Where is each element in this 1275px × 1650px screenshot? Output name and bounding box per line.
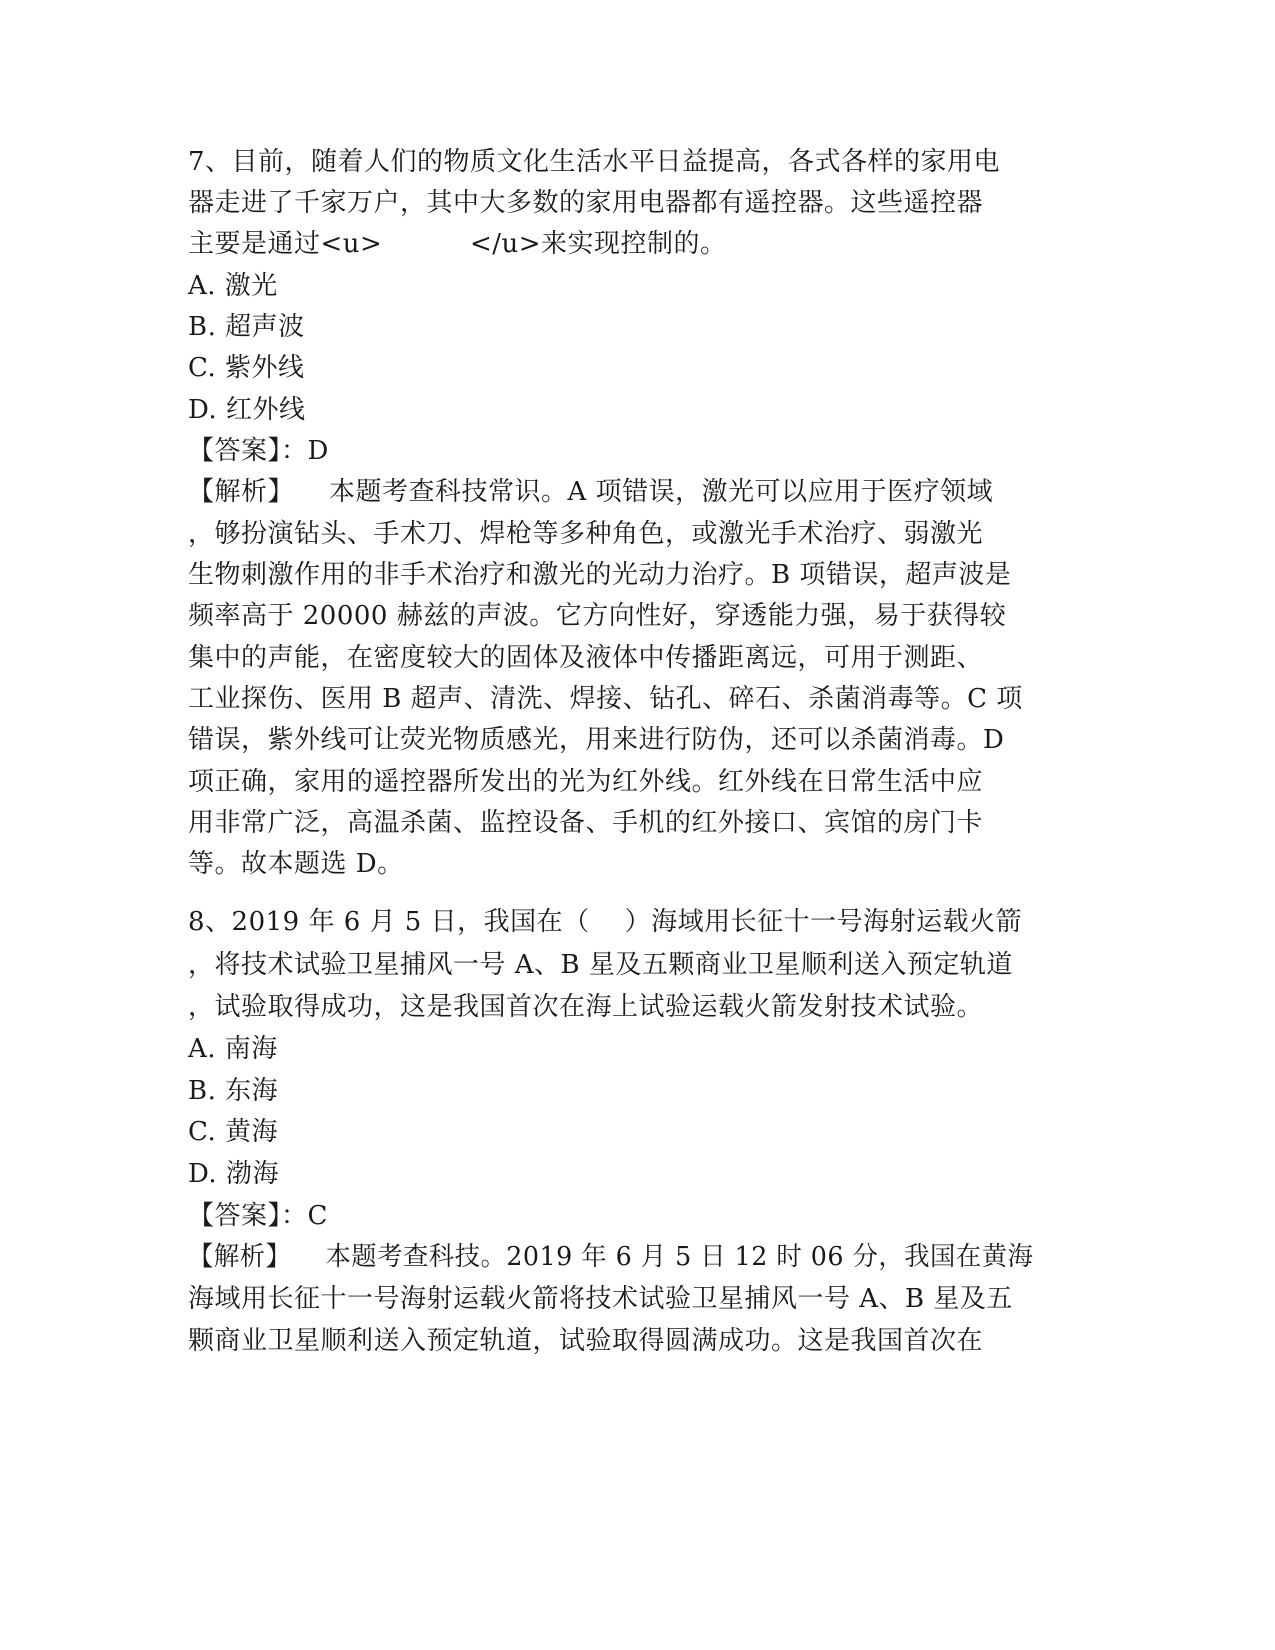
- q7-analysis-line-9: 用非常广泛，高温杀菌、监控设备、手机的红外接口、宾馆的房门卡: [188, 808, 984, 838]
- q8-option-c: C. 黄海: [188, 1117, 278, 1147]
- q7-analysis-line-5: 集中的声能，在密度较大的固体及液体中传播距离远，可用于测距、: [188, 643, 984, 673]
- q7-analysis-line-4: 频率高于 20000 赫兹的声波。它方向性好，穿透能力强，易于获得较: [188, 601, 1007, 631]
- q8-option-a: A. 南海: [188, 1034, 278, 1064]
- q7-analysis-line-1: 【解析】 本题考查科技常识。A 项错误，激光可以应用于医疗领域: [188, 477, 994, 507]
- q7-analysis-line-7: 错误，紫外线可让荧光物质感光，用来进行防伪，还可以杀菌消毒。D: [188, 725, 1005, 755]
- q7-analysis-line-10: 等。故本题选 D。: [188, 849, 404, 879]
- q8-analysis-line-2: 海域用长征十一号海射运载火箭将技术试验卫星捕风一号 A、B 星及五: [188, 1284, 1013, 1314]
- q8-answer: 【答案】：C: [188, 1201, 328, 1231]
- q7-option-a: A. 激光: [188, 271, 278, 301]
- q7-analysis-line-3: 生物刺激作用的非手术治疗和激光的光动力治疗。B 项错误，超声波是: [188, 560, 1012, 590]
- q8-stem-line-3: ，试验取得成功，这是我国首次在海上试验运载火箭发射技术试验。: [188, 992, 984, 1022]
- q7-answer: 【答案】：D: [188, 436, 329, 466]
- q8-option-d: D. 渤海: [188, 1159, 279, 1189]
- q7-stem-line-1: 7、目前，随着人们的物质文化生活水平日益提高，各式各样的家用电: [188, 147, 1001, 177]
- q8-analysis-line-3: 颗商业卫星顺利送入预定轨道，试验取得圆满成功。这是我国首次在: [188, 1326, 984, 1356]
- q7-analysis-line-8: 项正确，家用的遥控器所发出的光为红外线。红外线在日常生活中应: [188, 767, 984, 797]
- q8-stem-line-1: 8、2019 年 6 月 5 日，我国在（ ）海域用长征十一号海射运载火箭: [188, 907, 1023, 937]
- q8-analysis-line-1: 【解析】 本题考查科技。2019 年 6 月 5 日 12 时 06 分，我国在黄海: [188, 1242, 1034, 1272]
- q7-option-d: D. 红外线: [188, 395, 306, 425]
- q7-option-b: B. 超声波: [188, 312, 305, 342]
- q7-analysis-line-6: 工业探伤、医用 B 超声、清洗、焊接、钻孔、碎石、杀菌消毒等。C 项: [188, 684, 1023, 714]
- q7-analysis-line-2: ，够扮演钻头、手术刀、焊枪等多种角色，或激光手术治疗、弱激光: [188, 519, 984, 549]
- q7-option-c: C. 紫外线: [188, 353, 305, 383]
- q8-stem-line-2: ，将技术试验卫星捕风一号 A、B 星及五颗商业卫星顺利送入预定轨道: [188, 950, 1013, 980]
- q7-stem-line-2: 器走进了千家万户，其中大多数的家用电器都有遥控器。这些遥控器: [188, 188, 984, 218]
- q7-stem-line-3: 主要是通过<u> </u>来实现控制的。: [188, 229, 727, 259]
- q8-option-b: B. 东海: [188, 1076, 279, 1106]
